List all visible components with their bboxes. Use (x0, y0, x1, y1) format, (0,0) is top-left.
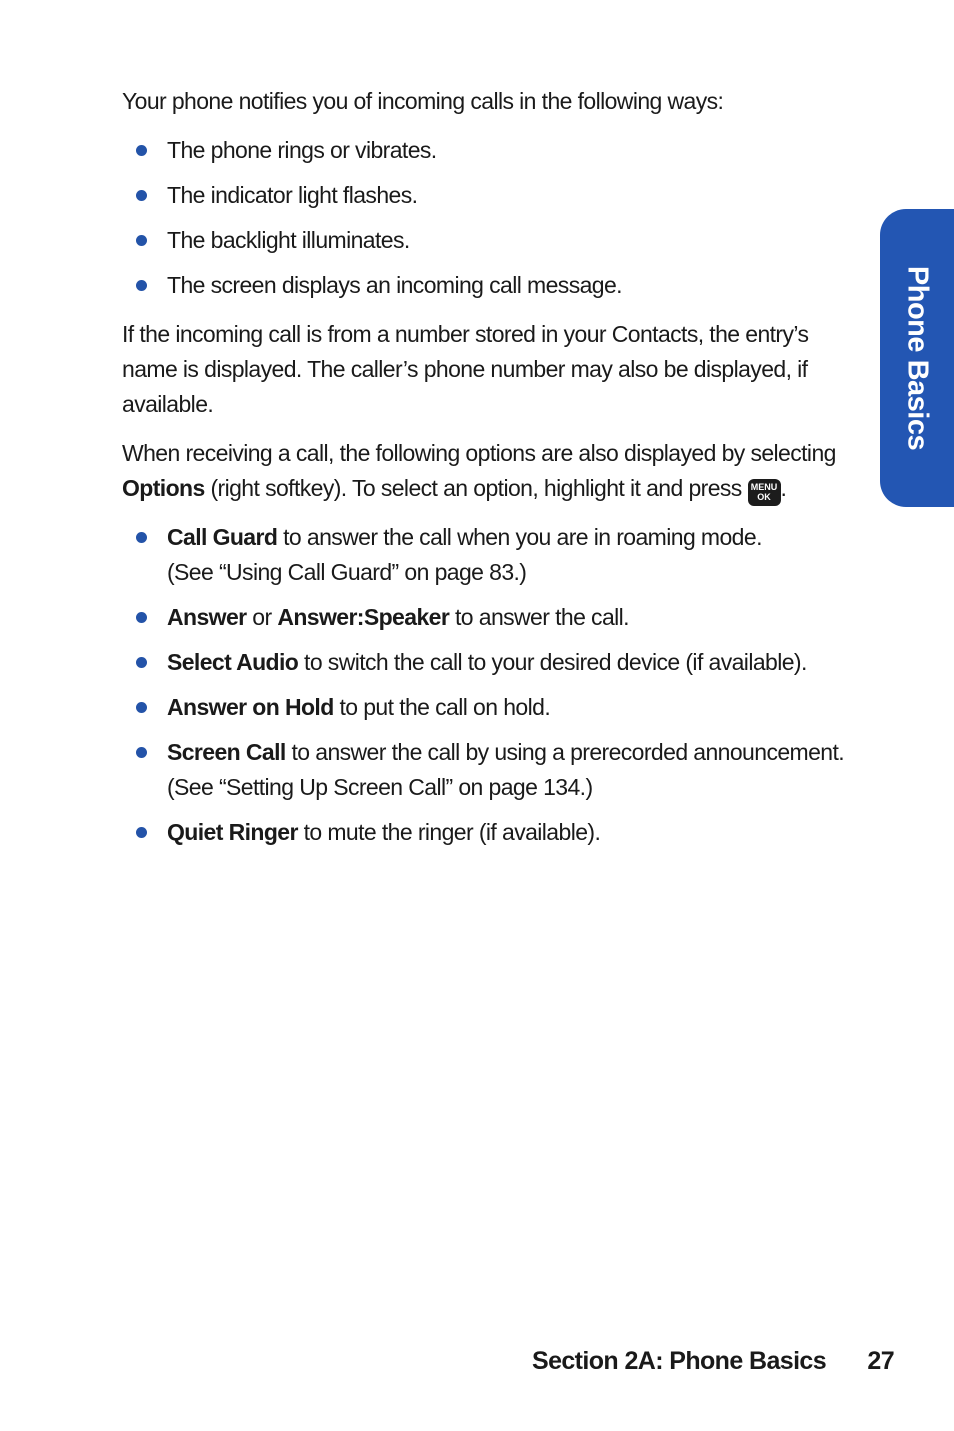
list-item: Select Audio to switch the call to your desired device (if available). (122, 645, 862, 680)
bullet-dot-icon (136, 235, 147, 246)
list-item: Screen Call to answer the call by using a prerecorded announcement. (See “Setting Up Screen Call” on page 134.) (122, 735, 862, 805)
intro-paragraph: Your phone notifies you of incoming calls in the following ways: (122, 88, 724, 114)
list-item: The phone rings or vibrates. (122, 133, 862, 168)
options-list (122, 520, 862, 850)
options-term: Options (122, 475, 205, 501)
list-item: The indicator light flashes. (122, 178, 862, 213)
list-item: Quiet Ringer to mute the ringer (if available). (122, 815, 862, 850)
list-item: Call Guard to answer the call when you are in roaming mode. (See “Using Call Guard” on page 83.) (122, 520, 862, 590)
page-number: 27 (867, 1347, 894, 1375)
bullet-dot-icon (136, 657, 147, 668)
bullet-dot-icon (136, 532, 147, 543)
list-item: Answer on Hold to put the call on hold. (122, 690, 862, 725)
options-paragraph: When receiving a call, the following options are also displayed by selecting Options (right softkey). To select an option, highlight it and press MENU OK . (122, 436, 862, 506)
footer-section-title: Section 2A: Phone Basics (532, 1347, 827, 1375)
side-tab-label: Phone Basics (901, 265, 934, 451)
page-body (122, 84, 862, 864)
bullet-dot-icon (136, 145, 147, 156)
list-item: The screen displays an incoming call message. (122, 268, 862, 303)
list-item: The backlight illuminates. (122, 223, 862, 258)
section-side-tab (880, 209, 954, 507)
bullet-dot-icon (136, 280, 147, 291)
bullet-dot-icon (136, 747, 147, 758)
bullet-dot-icon (136, 827, 147, 838)
menu-ok-key-icon: MENU OK (748, 479, 781, 506)
bullet-dot-icon (136, 190, 147, 201)
bullet-dot-icon (136, 612, 147, 623)
list-item: Answer or Answer:Speaker to answer the call. (122, 600, 862, 635)
notify-list (122, 133, 862, 303)
bullet-dot-icon (136, 702, 147, 713)
contacts-paragraph: If the incoming call is from a number stored in your Contacts, the entry’s name is displayed. The caller’s phone number may also be displayed, if available. (122, 321, 809, 417)
